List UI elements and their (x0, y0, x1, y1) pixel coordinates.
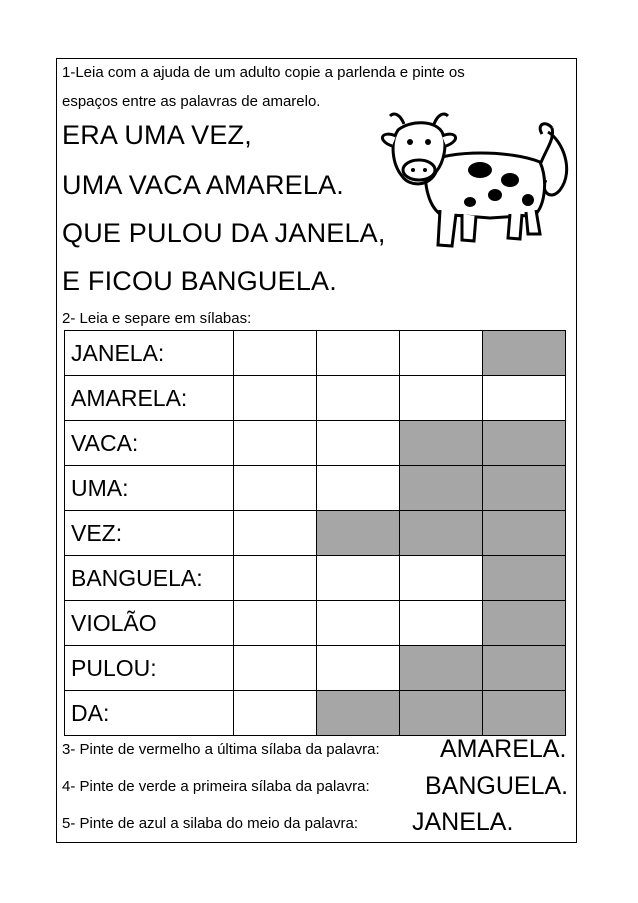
syllable-word: VACA: (65, 421, 234, 466)
syllable-blank-cell[interactable] (400, 331, 483, 376)
syllable-blank-cell[interactable] (234, 646, 317, 691)
syllable-blank-cell[interactable] (234, 466, 317, 511)
syllable-blank-cell[interactable] (234, 331, 317, 376)
syllable-word: VIOLÃO (65, 601, 234, 646)
syllable-blank-cell[interactable] (234, 691, 317, 736)
shaded-syllable-cell (483, 601, 566, 646)
syllable-word: VEZ: (65, 511, 234, 556)
syllable-blank-cell[interactable] (234, 376, 317, 421)
syllable-word: UMA: (65, 466, 234, 511)
table-row (65, 376, 566, 421)
instruction-2: 2- Leia e separe em sílabas: (62, 310, 252, 327)
table-row (65, 331, 566, 376)
instruction-1-line-2: espaços entre as palavras de amarelo. (62, 93, 321, 110)
shaded-syllable-cell (483, 421, 566, 466)
shaded-syllable-cell (317, 691, 400, 736)
syllable-table (64, 330, 566, 736)
table-row (65, 691, 566, 736)
syllable-blank-cell[interactable] (317, 601, 400, 646)
question-4-text: 4- Pinte de verde a primeira sílaba da palavra: (62, 778, 370, 795)
shaded-syllable-cell (400, 511, 483, 556)
syllable-word: DA: (65, 691, 234, 736)
table-row (65, 556, 566, 601)
shaded-syllable-cell (483, 511, 566, 556)
syllable-blank-cell[interactable] (234, 601, 317, 646)
table-row (65, 421, 566, 466)
poem-line-2: UMA VACA AMARELA. (62, 170, 344, 200)
poem-line-3: QUE PULOU DA JANELA, (62, 218, 386, 248)
shaded-syllable-cell (483, 646, 566, 691)
shaded-syllable-cell (400, 421, 483, 466)
syllable-blank-cell[interactable] (234, 421, 317, 466)
question-5-text: 5- Pinte de azul a silaba do meio da palavra: (62, 815, 359, 832)
syllable-blank-cell[interactable] (400, 376, 483, 421)
shaded-syllable-cell (483, 466, 566, 511)
syllable-word: AMARELA: (65, 376, 234, 421)
question-3-text: 3- Pinte de vermelho a última sílaba da palavra: (62, 741, 380, 758)
syllable-blank-cell[interactable] (317, 376, 400, 421)
syllable-blank-cell[interactable] (317, 421, 400, 466)
syllable-word: BANGUELA: (65, 556, 234, 601)
syllable-blank-cell[interactable] (400, 556, 483, 601)
syllable-blank-cell[interactable] (317, 646, 400, 691)
question-5-word: JANELA. (412, 808, 514, 836)
syllable-blank-cell[interactable] (234, 511, 317, 556)
syllable-word: JANELA: (65, 331, 234, 376)
syllable-blank-cell[interactable] (400, 601, 483, 646)
shaded-syllable-cell (317, 511, 400, 556)
shaded-syllable-cell (400, 691, 483, 736)
table-row (65, 466, 566, 511)
syllable-blank-cell[interactable] (317, 556, 400, 601)
cow-illustration (370, 110, 578, 260)
shaded-syllable-cell (483, 331, 566, 376)
syllable-blank-cell[interactable] (317, 466, 400, 511)
question-4-word: BANGUELA. (425, 772, 569, 800)
syllable-blank-cell[interactable] (317, 331, 400, 376)
table-row (65, 601, 566, 646)
shaded-syllable-cell (400, 466, 483, 511)
syllable-blank-cell[interactable] (483, 376, 566, 421)
question-3-word: AMARELA. (440, 735, 567, 763)
syllable-word: PULOU: (65, 646, 234, 691)
syllable-blank-cell[interactable] (234, 556, 317, 601)
table-row (65, 646, 566, 691)
poem-line-4: E FICOU BANGUELA. (62, 266, 337, 296)
table-row (65, 511, 566, 556)
shaded-syllable-cell (483, 691, 566, 736)
shaded-syllable-cell (483, 556, 566, 601)
instruction-1-line-1: 1-Leia com a ajuda de um adulto copie a parlenda e pinte os (62, 64, 465, 81)
poem-line-1: ERA UMA VEZ, (62, 120, 252, 150)
shaded-syllable-cell (400, 646, 483, 691)
